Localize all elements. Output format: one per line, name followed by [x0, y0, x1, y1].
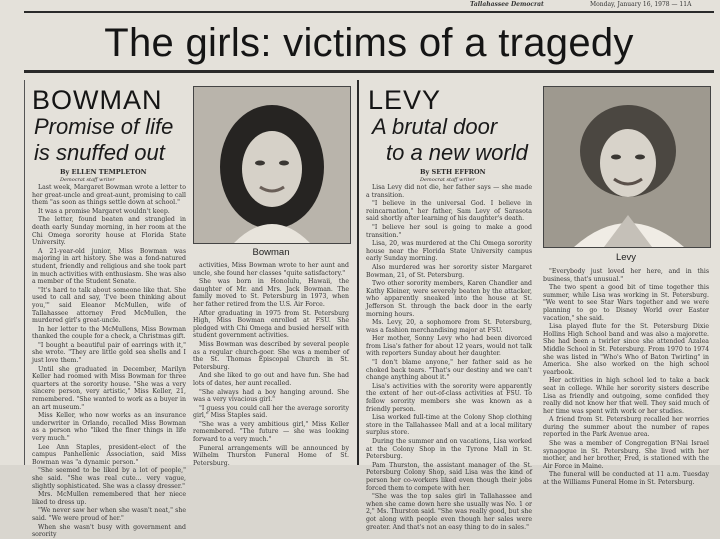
levy-column-1	[366, 184, 532, 531]
bowman-paragraph: When she wasn't busy with government and sorority	[32, 523, 186, 539]
bowman-portrait-icon	[194, 87, 350, 243]
levy-paragraph: "I believe her soul is going to make a good transition."	[366, 223, 532, 239]
bowman-paragraph: After graduating in 1975 from St. Petersburg High, Miss Bowman enrolled at FSU. She pledged with Chi Omega and busied herself with student government activities.	[193, 309, 349, 340]
bowman-paragraph: "I bought a beautiful pair of earrings with it," she wrote. "They are little gold sea shells and I just love them."	[32, 341, 186, 365]
levy-column-2	[543, 268, 709, 487]
levy-paragraph: Lisa played flute for the St. Petersburg Dixie Hollins High School band and was also a majorette. She had been a twirler since she attended Azalea Middle School in St. Petersburg. From 1970 to 1974 she was listed in "Who's Who of Baton Twirling" in America. She also worked on the high school yearbook.	[543, 323, 709, 376]
bowman-paragraph: "We never saw her when she wasn't neat," she said. "We were proud of her."	[32, 507, 186, 522]
levy-paragraph: Lisa's activities with the sorority were apparently the extent of her out-of-class activities at FSU. To fellow sorority members she was known as a friendly person.	[366, 382, 532, 413]
levy-paragraph: Lisa worked full-time at the Colony Shop clothing store in the Tallahassee Mall and at a local military surplus store.	[366, 414, 532, 437]
levy-name: LEVY	[368, 85, 442, 115]
bowman-name: BOWMAN	[32, 85, 163, 115]
levy-paragraph: "I believe in the universal God. I believe in reincarnation," her father, Sam Levy of Sarasota said shortly after learning of his daughter's death.	[366, 200, 532, 223]
levy-paragraph: The two spent a good bit of time together this summer, while Lisa was working in St. Petersburg. "We went to see Star Wars together and we were planning to go to Disney World over Easter vacation," she said.	[543, 284, 709, 322]
bowman-paragraph: Miss Bowman was described by several people as a regular church-goer. She was a member of the St. Thomas Episcopal Church in St. Petersburg.	[193, 340, 349, 371]
bowman-deck-line1: Promise of life	[34, 114, 174, 139]
bowman-paragraph: "I guess you could call her the average sorority girl," Miss Staples said.	[193, 404, 349, 420]
bowman-caption: Bowman	[252, 247, 290, 258]
levy-paragraph: A friend from St. Petersburg recalled her worries during the summer about the number of rapes reported in the Park Avenue area.	[543, 416, 709, 439]
bowman-photo	[193, 86, 351, 244]
levy-paragraph: Ms. Levy, 20, a sophomore from St. Petersburg, was a fashion merchandising major at FSU.	[366, 319, 532, 334]
bowman-paragraph: A 21-year-old junior, Miss Bowman was majoring in art history. She was a fond-natured student, friendly and religious and she took part in much activities with enthusiasm. She was also a member of the Student Senate.	[32, 247, 186, 286]
bowman-paragraph: activities, Miss Bowman wrote to her aunt and uncle, she found her classes "quite satisfactory."	[193, 262, 349, 277]
bowman-column-2	[193, 262, 349, 467]
bowman-byline-sub: Democrat staff writer	[60, 177, 115, 183]
paper-name: Tallahassee Democrat	[470, 1, 544, 8]
levy-paragraph: During the summer and on vacations, Lisa worked at the Colony Shop in the Tyrone Mall in St. Petersburg.	[366, 438, 532, 461]
levy-paragraph: Lisa, 20, was murdered at the Chi Omega sorority house near the Florida State University campus early Sunday morning.	[366, 240, 532, 263]
levy-paragraph: Lisa Levy did not die, her father says — she made a transition.	[366, 184, 532, 199]
levy-paragraph: Her activities in high school led to take a back seat in college. While her sorority sisters describe Lisa as friendly and outgoing, some confided they really did not know her that well. They said much of her time was spent with work or her studies.	[543, 377, 709, 415]
levy-byline-sub: Democrat staff writer	[420, 177, 475, 183]
story-divider	[357, 80, 359, 465]
levy-paragraph: "I don't blame anyone," her father said as he choked back tears. "That's our destiny and we can't change anything about it."	[366, 359, 532, 382]
bowman-column-1	[32, 184, 186, 539]
bowman-paragraph: Miss Keller, who now works as an insurance underwriter in Orlando, recalled Miss Bowman as a person who "liked the finer things in life very much."	[32, 412, 186, 442]
bowman-paragraph: "It's hard to talk about someone like that. She used to call and say, 'I've been thinking about you,'" said Eleanor McMullen, wife of Tallahassee attorney Fred McMullen, the murdered girl's great-uncle.	[32, 286, 186, 325]
levy-byline	[420, 168, 486, 184]
levy-paragraph: "She was the top sales girl in Tallahassee and when she came down here she usually was No. 1 or 2," Ms. Thurston said. "She was really good, but she got along with people even though her sales were greater. And that's not an easy thing to do in sales."	[366, 493, 532, 531]
main-headline: The girls: victims of a tragedy	[104, 21, 634, 65]
levy-deck-line1: A brutal door	[372, 114, 498, 139]
levy-paragraph: Also murdered was her sorority sister Margaret Bowman, 21, of St. Petersburg.	[366, 263, 532, 279]
bowman-paragraph: It was a promise Margaret wouldn't keep.	[38, 207, 170, 215]
levy-paragraph: "Everybody just loved her here, and in this business, that's unusual."	[543, 268, 709, 283]
bowman-paragraph: In her letter to the McMullens, Miss Bowman thanked the couple for a check, a Christmas gift.	[32, 325, 186, 341]
levy-paragraph: Pam Thurston, the assistant manager of the St. Petersburg Colony Shop, said Lisa was the kind of person her co-workers liked even though their jobs forced them to compete with her.	[366, 461, 532, 492]
masthead-strip	[0, 0, 720, 10]
bowman-paragraph: The letter, found beaten and strangled in death early Sunday morning, in her room at the Chi Omega sorority house at Florida State University.	[32, 216, 186, 247]
bowman-paragraph: She was born in Honolulu, Hawaii, the daughter of Mr. and Mrs. Jack Bowman. The family moved to St. Petersburg in 1973, when her father retired from the U.S. Air Force.	[193, 278, 349, 308]
bowman-deck-line2: is snuffed out	[34, 140, 165, 165]
levy-photo	[543, 86, 711, 248]
levy-deck-line2: to a new world	[386, 140, 528, 165]
bowman-paragraph: "She always had a boy hanging around. She was a very vivacious girl."	[193, 388, 349, 404]
levy-paragraph: Her mother, Sonny Levy who had been divorced from Lisa's father for about 12 years, would not talk with reporters Sunday about her daughter.	[366, 335, 532, 358]
levy-byline-author: By SETH EFFRON	[420, 168, 486, 176]
page-date: Monday, January 16, 1978 — 11A	[590, 1, 692, 8]
bowman-paragraph: Last week, Margaret Bowman wrote a letter to her great-uncle and great-aunt, promising to call them "as soon as things settle down at school."	[32, 184, 186, 207]
levy-portrait-icon	[544, 87, 710, 247]
bowman-paragraph: And she liked to go out and have fun. She had lots of dates, her aunt recalled.	[193, 372, 349, 387]
bowman-paragraph: Funeral arrangements will be announced by Wilhelm Thurston Funeral Home of St. Petersburg.	[193, 444, 349, 467]
left-border	[24, 80, 25, 465]
bowman-paragraph: Until she graduated in December, Marilyn Keller had roomed with Miss Bowman for three quarters at the sorority house. "She was a very sincere person, very artistic," Miss Keller, 21, remembered. "She wanted to work as a buyer in an art museum."	[32, 365, 186, 411]
levy-paragraph: Two other sorority members, Karen Chandler and Kathy Kleiner, were severely beaten by the attacker, who apparently sneaked into the house at St. Jefferson St. through the back door in the early morning hours.	[366, 280, 532, 318]
bowman-paragraph: Mrs. McMullen remembered that her niece liked to dress up.	[32, 491, 186, 506]
bowman-paragraph: Lee Ann Staples, president-elect of the campus Panhellenic Association, said Miss Bowman was "a dynamic person."	[32, 443, 186, 466]
levy-paragraph: The funeral will be conducted at 11 a.m. Tuesday at the Williams Funeral Home in St. Petersburg.	[543, 471, 709, 487]
levy-caption: Levy	[615, 252, 637, 263]
bowman-byline-author: By ELLEN TEMPLETON	[60, 168, 147, 176]
bowman-paragraph: "She was a very ambitious girl," Miss Keller remembered. "The future — she was looking forward to a very much."	[193, 420, 349, 444]
bowman-paragraph: "She seemed to be liked by a lot of people," she said. "She was real cute... very vague, slightly sophisticated. She was a classy dresser."	[32, 467, 186, 490]
levy-paragraph: She was a member of Congregation B'Nai Israel synagogue in St. Petersburg. She lived with her mother, and her brother, Fred, is stationed with the Air Force in Maine.	[543, 440, 709, 470]
headline-box	[24, 12, 714, 73]
bowman-byline	[60, 168, 147, 184]
